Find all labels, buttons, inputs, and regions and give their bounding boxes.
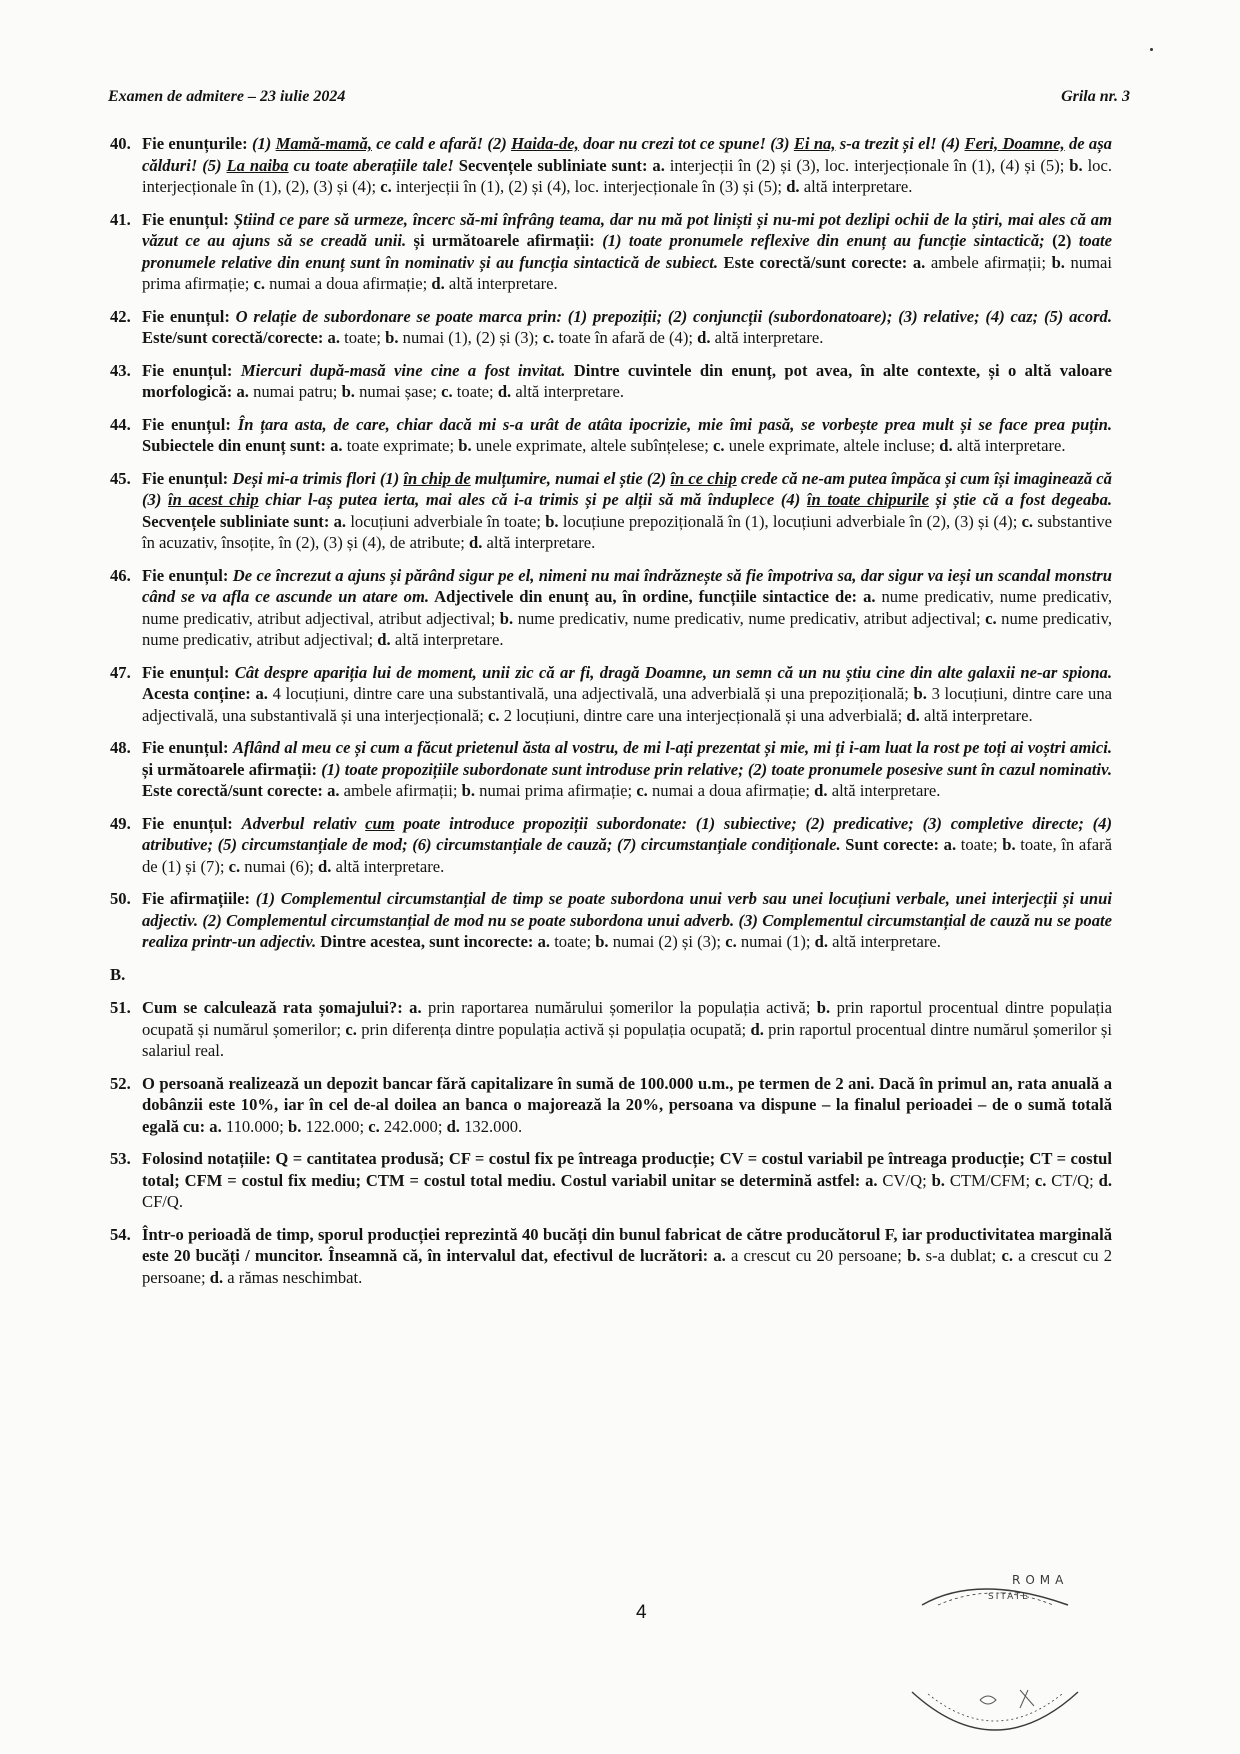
bold-text: b. (1069, 155, 1083, 175)
answer-text: 110.000; (221, 1116, 288, 1136)
answer-text: 4 locuțiuni, dintre care una substantivală, una adjectivală, una adverbială și una prepozițională; (267, 684, 914, 703)
underlined-sequence: în acest chip (167, 490, 259, 509)
question-number: 46. (110, 565, 131, 585)
answer-text: altă interpretare. (482, 533, 596, 552)
question-text (142, 414, 1112, 457)
answer-text: altă interpretare. (799, 177, 913, 196)
question-text (142, 306, 1112, 349)
question-item (110, 360, 1112, 403)
italic-text: de așa călduri! (5) (142, 134, 1112, 175)
italic-text: ce cald e afară! (2) (371, 134, 512, 153)
bold-text: d. (906, 705, 920, 725)
bold-text: b. (499, 608, 514, 628)
question-item (110, 662, 1112, 727)
bold-text: Adjectivele din enunț au, în ordine, funcțiile sintactice de: (429, 587, 864, 606)
answer-text: numai (6); (240, 856, 319, 876)
bold-text: b. (1002, 835, 1016, 854)
question-item (110, 997, 1112, 1062)
bold-text: Este corectă/sunt corecte: (142, 781, 328, 800)
bold-text: c. (488, 705, 500, 725)
answer-text: s-a dublat; (920, 1246, 1002, 1265)
questions-part-b (110, 997, 1112, 1288)
answer-text: 2 locuțiuni, dintre care una interjecțională și una adverbială; (499, 705, 907, 725)
answer-text: substantive în acuzativ, însoțite, în (2), (3) și (4), de atribute; (142, 511, 1112, 552)
underlined-sequence: cum (365, 813, 395, 833)
underlined-sequence: în ce chip (670, 468, 737, 488)
question-number: 50. (110, 889, 131, 908)
bold-text: Fie enunțul: (142, 306, 236, 326)
questions-part-a (110, 133, 1112, 953)
italic-text: cu toate aberațiile tale! (288, 155, 454, 175)
bold-text: Subiectele din enunț sunt: (142, 436, 331, 455)
bold-text: b. (341, 382, 355, 401)
bold-text: a. (865, 1170, 878, 1190)
question-item (110, 813, 1112, 878)
bold-text: c. (985, 608, 997, 628)
answer-text: numai prima afirmație; (142, 252, 1112, 293)
answer-text: nume predicativ, nume predicativ, atribut adjectival; (142, 608, 1112, 649)
bold-text: a. (327, 781, 340, 800)
bold-text: și următoarele afirmații: (142, 759, 322, 779)
underlined-sequence: Feri, Doamne, (964, 134, 1065, 153)
answer-text: locuțiune prepozițională în (1), locuțiuni adverbiale în (2), (3) și (4); (558, 511, 1022, 531)
bold-text: Cum se calculează rata șomajului?: (142, 998, 410, 1017)
answer-text: ambele afirmații; (925, 252, 1052, 272)
bold-text: c. (253, 274, 266, 293)
answer-text: altă interpretare. (331, 856, 445, 876)
answer-text: numai a doua afirmație; (265, 274, 432, 293)
bold-text: b. (931, 1170, 945, 1190)
bold-text: d. (750, 1019, 764, 1039)
bold-text: b. (287, 1116, 302, 1136)
question-item (110, 468, 1112, 554)
questions-container (110, 133, 1112, 1299)
italic-text: De ce încrezut a ajuns și părând sigur pe el, nimeni nu mai îndrăznește să fie împotriva sa, dar sigur va ieși un scandal monstru când se va afla ce ascunde un atare om. (142, 565, 1112, 606)
italic-text: (1) toate propozițiile subordonate sunt introduse prin relative; (2) toate pronumele posesive sunt în cazul nominativ. (321, 759, 1112, 779)
answer-text: a rămas neschimbat. (223, 1267, 363, 1287)
bold-text: b. (816, 998, 831, 1017)
question-number: 43. (110, 360, 131, 380)
answer-text: prin raportarea numărului șomerilor la populația activă; (421, 998, 817, 1017)
exam-title: Examen de admitere – 23 iulie 2024 (108, 88, 346, 105)
question-item (110, 306, 1112, 349)
question-item (110, 414, 1112, 457)
bold-text: Fie enunțul: (142, 813, 242, 833)
bold-text: c. (345, 1019, 357, 1039)
bold-text: a. (330, 436, 343, 455)
bold-text: a. (713, 1246, 726, 1265)
answer-text: altă interpretare. (710, 328, 824, 347)
bold-text: d. (318, 856, 332, 876)
bold-text: c. (1034, 1170, 1047, 1190)
question-text (142, 565, 1112, 651)
underlined-sequence: Haida-de, (511, 134, 579, 153)
answer-text: a crescut cu 2 persoane; (142, 1246, 1112, 1287)
italic-text: Cât despre apariția lui de moment, unii zic că ar fi, dragă Doamne, un semn că un nu știu cine din alte galaxii ne-ar spiona. (234, 662, 1112, 682)
answer-text: prin diferența dintre populația activă și populația ocupată; (356, 1019, 751, 1039)
page-number: 4 (636, 1602, 647, 1623)
italic-text: și știe că a fost degeaba. (928, 490, 1113, 509)
answer-text: 132.000. (459, 1116, 523, 1136)
answer-text: prin raportul procentual dintre populația ocupată și numărul șomerilor; (142, 998, 1112, 1039)
bold-text: c. (1021, 511, 1034, 531)
grid-number: Grila nr. 3 (1061, 88, 1130, 105)
answer-text: altă interpretare. (444, 274, 558, 293)
question-number: 53. (110, 1149, 131, 1168)
italic-text: s-a trezit și el! (4) (835, 134, 965, 153)
question-text (142, 662, 1112, 727)
question-text (142, 813, 1112, 878)
bold-text: Folosind notațiile: Q = cantitatea produsă; CF = costul fix pe întreaga producție; CV = costul variabil pe întreaga producție; CT = costul total; CFM = costul fix mediu; CTM = costul total mediu. Costul variabil unitar se determină astfel: (142, 1149, 1112, 1190)
bold-text: c. (725, 932, 737, 951)
italic-text: (1) Complementul circumstanțial de timp se poate subordona unui verb sau unei locuțiuni verbale, unei interjecții și unui adjectiv. (2) Complementul circumstanțial de mod nu se poate subordona unui adverb. (3) Complementul circumstanțial de cauză nu se poate realiza printr-un adjectiv. (142, 889, 1112, 951)
answer-text: altă interpretare. (952, 436, 1066, 455)
bold-text: Fie enunțul: (142, 209, 234, 229)
bold-text: d. (939, 436, 953, 455)
answer-text: a crescut cu 20 persoane; (725, 1246, 908, 1265)
bold-text: a. (943, 835, 957, 854)
question-item (110, 209, 1112, 295)
answer-text: ambele afirmații; (339, 781, 462, 800)
question-text (142, 209, 1112, 295)
bold-text: Fie afirmațiile: (142, 889, 256, 908)
answer-text: 242.000; (379, 1116, 447, 1136)
bold-text: Fie enunțul: (142, 565, 233, 585)
bold-text: Fie enunțurile: (142, 134, 252, 153)
answer-text: altă interpretare. (390, 630, 504, 649)
stamp-text-sub: SITATE (988, 1592, 1030, 1602)
question-number: 52. (110, 1073, 131, 1093)
bold-text: c. (713, 436, 725, 455)
italic-text: Deși mi-a trimis flori (1) (232, 468, 404, 488)
italic-text: Știind ce pare să urmeze, încerc să-mi înfrâng teama, dar nu mă pot liniști și nu-mi pot dezlipi ochii de la știri, mai ales că am văzut ce au ajuns să se creadă unii. (142, 209, 1113, 250)
bold-text: d. (497, 382, 512, 401)
page-header (108, 88, 1130, 106)
question-item (110, 133, 1112, 198)
answer-text: altă interpretare. (511, 382, 625, 401)
question-item (110, 737, 1112, 802)
bold-text: d. (786, 177, 800, 196)
question-text (142, 997, 1112, 1062)
italic-text: Aflând al meu ce și cum a făcut prietenul ăsta al vostru, de mi l-ați prezentat și mie, mi ți i-am luat la rost pe toți ai voștri amici. (232, 738, 1112, 757)
question-text (142, 1073, 1112, 1138)
italic-text: chiar l-aș putea ierta, mai ales că i-a trimis și pe alții să mă înduplece (4) (258, 490, 807, 509)
bold-text: d. (209, 1267, 224, 1287)
question-number: 49. (110, 813, 131, 833)
answer-text: CF/Q. (142, 1192, 184, 1211)
answer-text: CT/Q; (1046, 1170, 1099, 1190)
bold-text: Fie enunțul: (142, 468, 233, 488)
italic-text: toate pronumele relative din enunț sunt în nominativ și au funcția sintactică de subiect. (142, 231, 1112, 272)
question-number: 45. (110, 468, 131, 488)
bold-text: a. (409, 998, 422, 1017)
bold-text: Secvențele subliniate sunt: (142, 511, 334, 531)
underlined-sequence: La naiba (226, 155, 289, 175)
answer-text: toate; (550, 932, 596, 951)
stamp-seal-bottom (910, 1688, 1080, 1754)
question-text (142, 1224, 1112, 1289)
bold-text: Fie enunțul: (142, 414, 238, 434)
bold-text: Dintre cuvintele din enunț, pot avea, în alte contexte, și o altă valoare morfologică: (142, 360, 1112, 401)
answer-text: 122.000; (301, 1116, 369, 1136)
answer-text: altă interpretare. (827, 781, 941, 800)
bold-text: c. (542, 328, 555, 347)
bold-text: și următoarele afirmații: (406, 231, 603, 250)
answer-text: numai șase; (354, 382, 442, 401)
question-item (110, 565, 1112, 651)
answer-text: numai (1), (2) și (3); (398, 328, 543, 347)
bold-text: a. (652, 155, 665, 175)
question-text (142, 133, 1112, 198)
question-number: 42. (110, 306, 131, 326)
bold-text: c. (1001, 1246, 1013, 1265)
question-number: 48. (110, 738, 131, 757)
italic-text: crede că ne-am putea împăca și cum își imaginează că (3) (142, 468, 1112, 509)
question-text (142, 888, 1112, 953)
bold-text: c. (441, 382, 453, 401)
italic-text: poate introduce propoziții subordonate: (1) subiective; (2) predicative; (3) completive directe; (4) atributive; (5) circumstanțiale de mod; (6) circumstanțiale de cauză; (7) circumstanțiale condiționale. (142, 813, 1112, 854)
bold-text: Secvențele subliniate sunt: (453, 155, 653, 175)
answer-text: interjecții în (1), (2) și (4), loc. interjecționale în (3) și (5); (391, 177, 787, 196)
question-number: 51. (110, 998, 131, 1017)
bold-text: a. (863, 587, 876, 606)
bold-text: b. (545, 511, 559, 531)
bold-text: d. (814, 932, 828, 951)
question-item (110, 1148, 1112, 1213)
bold-text: Sunt corecte: (840, 835, 944, 854)
answer-text: numai patru; (248, 382, 342, 401)
bold-text: O persoană realizează un depozit bancar fără capitalizare în sumă de 100.000 u.m., pe termen de 2 ani. Dacă în primul an, rata anuală a dobânzii este 10%, iar în cel de-al doilea an banca o majorează la 20%, persoana va dispune – la finalul perioadei – de o sumă totală egală cu: (142, 1073, 1112, 1136)
answer-text: unele exprimate, altele incluse; (724, 436, 940, 455)
question-text (142, 737, 1112, 802)
answer-text: toate; (339, 328, 386, 347)
speck (1150, 48, 1153, 51)
bold-text: d. (377, 630, 391, 649)
answer-text: prin raportul procentual dintre numărul șomerilor și salariul real. (142, 1019, 1112, 1060)
bold-text: b. (1051, 252, 1065, 272)
bold-text: d. (1098, 1170, 1112, 1190)
answer-text: altă interpretare. (919, 705, 1033, 725)
bold-text: a. (236, 382, 249, 401)
question-item (110, 1224, 1112, 1289)
italic-text: Adverbul relativ (241, 813, 366, 833)
answer-text: interjecții în (2) și (3), loc. interjecționale în (1), (4) și (5); (664, 155, 1070, 175)
question-number: 44. (110, 414, 131, 434)
bold-text: d. (814, 781, 828, 800)
bold-text: d. (469, 533, 483, 552)
bold-text: c. (380, 177, 392, 196)
question-item (110, 1073, 1112, 1138)
bold-text: d. (697, 328, 711, 347)
question-text (142, 468, 1112, 554)
answer-text: nume predicativ, nume predicativ, nume predicativ, atribut adjectival, atribut adjectival; (142, 587, 1112, 628)
answer-text: toate exprimate; (342, 436, 459, 455)
question-number: 47. (110, 662, 131, 682)
answer-text: loc. interjecționale în (1), (2), (3) și (4); (142, 155, 1112, 196)
question-text (142, 1148, 1112, 1213)
answer-text: toate; (452, 382, 498, 401)
question-item (110, 888, 1112, 953)
question-text (142, 360, 1112, 403)
bold-text: a. (255, 684, 268, 703)
answer-text: nume predicativ, nume predicativ, nume predicativ, atribut adjectival; (513, 608, 986, 628)
bold-text: b. (907, 1246, 921, 1265)
question-number: 40. (110, 134, 131, 153)
bold-text: Fie enunțul: (142, 738, 233, 757)
bold-text: Este corectă/sunt corecte: (718, 252, 913, 272)
answer-text: CV/Q; (877, 1170, 932, 1190)
answer-text: toate în afară de (4); (554, 328, 698, 347)
underlined-sequence: Ei na, (793, 134, 836, 153)
italic-text: În țara asta, de care, chiar dacă mi s-a urât de atâta ipocrizie, mie îmi pasă, se vorbește prea mult și se face prea puțin. (237, 414, 1112, 434)
bold-text: Fie enunțul: (142, 360, 241, 380)
answer-text: locuțiuni adverbiale în toate; (346, 511, 546, 531)
underlined-sequence: Mamă-mamă, (275, 134, 372, 153)
answer-text: numai a doua afirmație; (647, 781, 815, 800)
bold-text: a. (537, 932, 551, 951)
italic-text: O relație de subordonare se poate marca prin: (1) prepoziții; (2) conjuncții (subordonatoare); (3) relative; (4) caz; (5) acord. (235, 306, 1112, 326)
bold-text: a. (333, 511, 347, 531)
italic-text: (1) toate pronumele reflexive din enunț au funcție sintactică; (602, 231, 1053, 250)
answer-text: toate; (956, 835, 1003, 854)
answer-text: toate, în afară de (1) și (7); (142, 835, 1112, 876)
stamp-text-top: ROMA (1012, 1573, 1069, 1587)
bold-text: d. (431, 274, 445, 293)
section-b-heading: B. (110, 964, 126, 984)
question-number: 41. (110, 209, 131, 229)
bold-text: a. (209, 1116, 222, 1136)
italic-text: mulțumire, numai el știe (2) (470, 468, 671, 488)
answer-text: numai prima afirmație; (475, 781, 637, 800)
bold-text: Dintre acestea, sunt incorecte: (316, 932, 538, 951)
bold-text: b. (461, 781, 476, 800)
bold-text: Fie enunțul: (142, 662, 235, 682)
bold-text: a. (912, 252, 926, 272)
answer-text: altă interpretare. (828, 932, 941, 951)
bold-text: Acesta conține: (142, 684, 256, 703)
question-number: 54. (110, 1224, 131, 1244)
bold-text: a. (327, 328, 340, 347)
bold-text: d. (446, 1116, 460, 1136)
bold-text: Este/sunt corectă/corecte: (142, 328, 328, 347)
answer-text: 3 locuțiuni, dintre care una adjectivală, una substantivală și una interjecțională; (142, 684, 1113, 725)
underlined-sequence: în toate chipurile (806, 490, 929, 509)
answer-text: CTM/CFM; (944, 1170, 1035, 1190)
underlined-sequence: în chip de (403, 468, 471, 488)
italic-text: doar nu crezi tot ce spune! (3) (578, 134, 794, 153)
bold-text: b. (595, 932, 609, 951)
bold-text: b. (913, 684, 927, 703)
bold-text: c. (636, 781, 648, 800)
answer-text: unele exprimate, altele subînțelese; (471, 436, 714, 455)
bold-text: b. (458, 436, 472, 455)
answer-text: numai (2) și (3); (608, 932, 726, 951)
bold-text: c. (228, 856, 241, 876)
bold-text: b. (385, 328, 399, 347)
bold-text: Într-o perioadă de timp, sporul producției reprezintă 40 bucăți din bunul fabricat de către producătorul F, iar productivitatea marginală este 20 bucăți / muncitor. Înseamnă că, în intervalul dat, efectivul de lucrători: (142, 1224, 1112, 1265)
answer-text: numai (1); (736, 932, 815, 951)
italic-text: Miercuri după-masă vine cine a fost invitat. (240, 360, 566, 380)
bold-text: (2) (1052, 231, 1079, 250)
bold-text: c. (368, 1116, 380, 1136)
italic-text: (1) (251, 134, 276, 153)
